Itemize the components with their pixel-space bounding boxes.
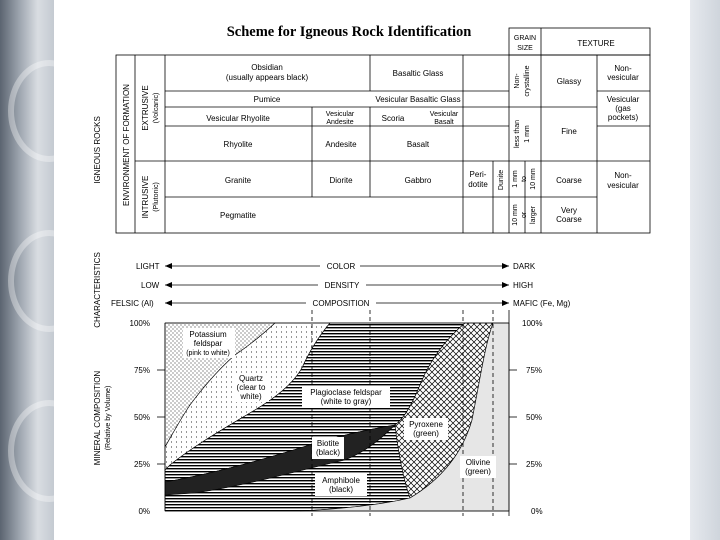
mineral-composition-label: MINERAL COMPOSITION — [93, 370, 102, 466]
gabbro-label: Gabbro — [404, 176, 432, 185]
color-light-label: LIGHT — [136, 262, 160, 271]
plutonic-label: (Plutonic) — [153, 182, 160, 212]
grain-size-header-line1: GRAIN — [513, 35, 537, 42]
non-vesicular-2-line1: Non- — [614, 171, 632, 180]
tick-right-100: 100% — [522, 319, 543, 328]
density-center-label: DENSITY — [324, 281, 360, 290]
granite-label: Granite — [224, 176, 252, 185]
tick-left-75: 75% — [133, 366, 150, 375]
characteristics-label: CHARACTERISTICS — [93, 252, 102, 328]
very-coarse-line2: Coarse — [556, 215, 582, 224]
peridotite-label-1: Peri- — [469, 170, 487, 179]
non-vesicular-1-line2: vesicular — [607, 73, 639, 82]
plagioclase-label-1: Plagioclase feldspar — [310, 388, 382, 397]
scoria-label: Scoria — [381, 114, 405, 123]
amphibole-label-2: (black) — [328, 485, 354, 494]
igneous-rocks-label: IGNEOUS ROCKS — [93, 116, 102, 184]
quartz-label-1: Quartz — [238, 374, 264, 383]
coarse-label: Coarse — [556, 176, 582, 185]
tick-left-100: 100% — [129, 319, 150, 328]
very-coarse-line1: Very — [560, 206, 578, 215]
non-crystalline-label-1: Non- — [514, 73, 521, 89]
olivine-label-2: (green) — [465, 467, 491, 476]
mm-1-to-10-label-1: 1 mm — [512, 170, 519, 188]
composition-mafic-label: MAFIC (Fe, Mg) — [513, 299, 571, 308]
vesicular-gas-line2: (gas — [615, 104, 631, 113]
mm-1-to-10-label-2: to — [521, 176, 528, 182]
tick-left-50: 50% — [133, 413, 150, 422]
dunite-label: Dunite — [498, 169, 505, 191]
vesicular-andesite-label-1: Vesicular — [325, 111, 355, 118]
vesicular-basalt-label-2: Basalt — [434, 119, 454, 126]
mm-10-larger-label-3: larger — [530, 206, 537, 224]
amphibole-label-1: Amphibole — [322, 476, 360, 485]
density-high-label: HIGH — [513, 281, 533, 290]
vesicular-andesite-label-2: Andesite — [326, 119, 354, 126]
quartz-label-2: (clear to — [236, 383, 266, 392]
non-vesicular-2-line2: vesicular — [607, 181, 639, 190]
color-dark-label: DARK — [513, 262, 536, 271]
vesicular-gas-line1: Vesicular — [606, 95, 640, 104]
mm-1-to-10-label-3: 10 mm — [530, 168, 537, 190]
extrusive-label: EXTRUSIVE — [141, 85, 150, 131]
pumice-label: Pumice — [253, 95, 281, 104]
less-than-1mm-label-1: less than — [514, 119, 521, 149]
igneous-rock-scheme — [54, 0, 690, 540]
tick-right-75: 75% — [526, 366, 543, 375]
pyroxene-label-1: Pyroxene — [409, 420, 443, 429]
non-crystalline-label-2: crystalline — [524, 65, 531, 97]
texture-header: TEXTURE — [577, 39, 615, 48]
vesicular-basaltic-glass-label: Vesicular Basaltic Glass — [375, 95, 461, 104]
peridotite-label-2: dotite — [468, 180, 488, 189]
pegmatite-label: Pegmatite — [219, 211, 257, 220]
scheme-title: Scheme for Igneous Rock Identification — [226, 24, 472, 40]
tick-right-25: 25% — [526, 460, 543, 469]
glassy-label: Glassy — [556, 77, 582, 86]
plagioclase-label-2: (white to gray) — [320, 397, 372, 406]
tick-right-50: 50% — [526, 413, 543, 422]
diorite-label: Diorite — [329, 176, 353, 185]
tick-left-0: 0% — [138, 507, 150, 516]
density-low-label: LOW — [141, 281, 160, 290]
rhyolite-label: Rhyolite — [223, 140, 253, 149]
potassium-feldspar-label-1: Potassium — [189, 330, 227, 339]
potassium-feldspar-label-3: (pink to white) — [186, 350, 230, 357]
non-vesicular-1-line1: Non- — [614, 64, 632, 73]
basalt-label: Basalt — [406, 140, 430, 149]
composition-felsic-label: FELSIC (Al) — [111, 299, 154, 308]
volcanic-label: (Volcanic) — [153, 92, 160, 124]
relative-volume-label: (Relative by Volume) — [105, 385, 112, 451]
slide-page — [54, 0, 690, 540]
tick-left-25: 25% — [133, 460, 150, 469]
tick-right-0: 0% — [531, 507, 543, 516]
grain-size-header-line2: SIZE — [517, 45, 533, 52]
less-than-1mm-label-2: 1 mm — [524, 125, 531, 143]
quartz-label-3: white) — [240, 392, 262, 401]
potassium-feldspar-label-2: feldspar — [193, 339, 223, 348]
vesicular-rhyolite-label: Vesicular Rhyolite — [206, 114, 270, 123]
color-center-label: COLOR — [326, 262, 356, 271]
biotite-label-2: (black) — [315, 448, 341, 457]
mm-10-larger-label-1: 10 mm — [512, 204, 519, 226]
obsidian-label: Obsidian — [251, 63, 283, 72]
basaltic-glass-label: Basaltic Glass — [392, 69, 444, 78]
pyroxene-label-2: (green) — [413, 429, 439, 438]
environment-label: ENVIRONMENT OF FORMATION — [122, 84, 131, 206]
vesicular-basalt-label-1: Vesicular — [429, 111, 459, 118]
fine-label: Fine — [561, 127, 577, 136]
intrusive-label: INTRUSIVE — [141, 175, 150, 219]
biotite-label-1: Biotite — [316, 439, 340, 448]
andesite-label: Andesite — [325, 140, 357, 149]
olivine-label-1: Olivine — [465, 458, 491, 467]
obsidian-note: (usually appears black) — [225, 73, 309, 82]
background-right-panel — [690, 0, 720, 540]
composition-center-label: COMPOSITION — [312, 299, 370, 308]
mm-10-larger-label-2: or — [521, 211, 528, 219]
vesicular-gas-line3: pockets) — [607, 113, 639, 122]
background-left-panel — [0, 0, 54, 540]
